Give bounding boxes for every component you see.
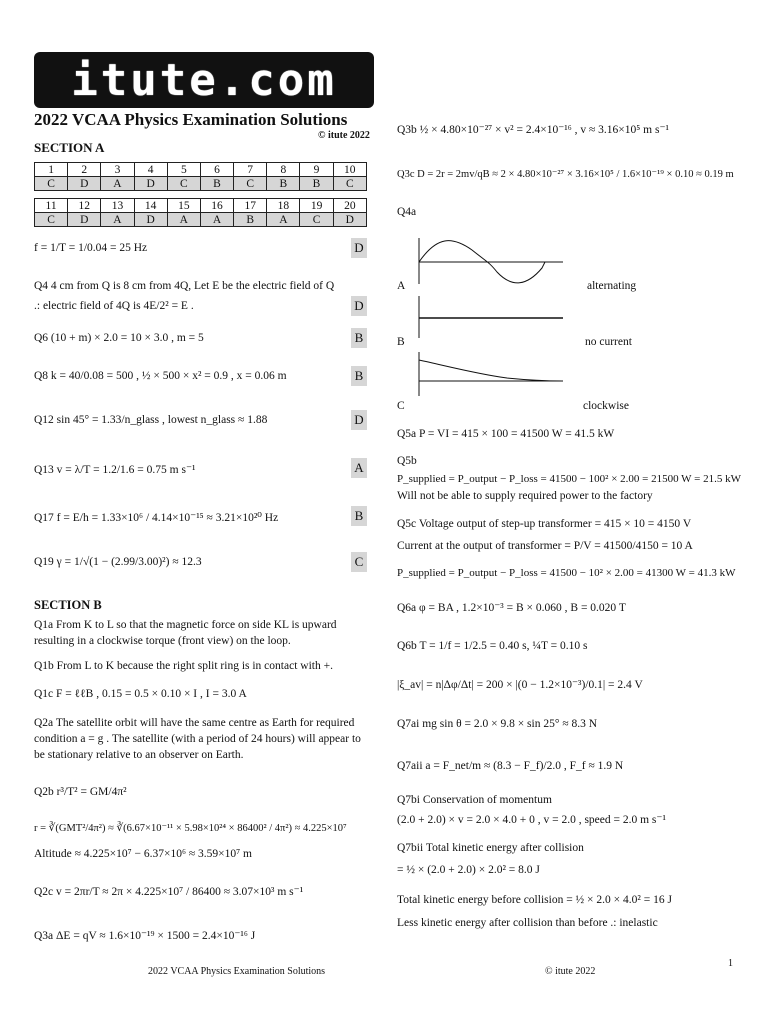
question-number: 14	[134, 199, 167, 213]
q4-answer: D	[351, 296, 367, 316]
q6-solution: Q6 (10 + m) × 2.0 = 10 × 3.0 , m = 5	[34, 332, 204, 344]
q6b-solution: Q6b T = 1/f = 1/2.5 = 0.40 s, ¼T = 0.10 s	[397, 640, 588, 652]
q1c-solution: Q1c F = ℓℓB , 0.15 = 0.5 × 0.10 × I , I = 3.0 A	[34, 688, 247, 700]
q12-answer: D	[351, 410, 367, 430]
q6b-emf: |ξ_av| = n|Δφ/Δt| = 200 × |(0 − 1.2×10⁻³)/0.1| = 2.4 V	[397, 679, 643, 691]
q3a-solution: Q3a ΔE = qV ≈ 1.6×10⁻¹⁹ × 1500 = 2.4×10⁻¹⁶ J	[34, 930, 256, 942]
q2b-solution-line3: Altitude ≈ 4.225×10⁷ − 6.37×10⁶ ≈ 3.59×10⁷ m	[34, 848, 252, 860]
answer-letter: A	[200, 213, 233, 227]
q5c-solution-line3: P_supplied = P_output − P_loss = 41500 − 10² × 2.00 = 41300 W = 41.3 kW	[397, 567, 736, 579]
q7ai-solution: Q7ai mg sin θ = 2.0 × 9.8 × sin 25° ≈ 8.3 N	[397, 718, 598, 730]
q2a-solution: Q2a The satellite orbit will have the same centre as Earth for required condition a = g . The satellite (with a period of 24 hours) will appear to be stationary relative to an observer on Earth.	[34, 717, 361, 761]
answer-letter: D	[134, 213, 167, 227]
q2-answer: D	[351, 238, 367, 258]
question-number: 16	[200, 199, 233, 213]
question-number: 1	[35, 163, 68, 177]
q17-answer: B	[351, 506, 367, 526]
answer-letter: B	[267, 177, 300, 191]
question-number: 6	[200, 163, 233, 177]
answer-table-2	[34, 198, 367, 227]
question-number: 19	[300, 199, 333, 213]
question-number: 2	[68, 163, 101, 177]
answer-letter: C	[35, 177, 68, 191]
question-number: 20	[333, 199, 366, 213]
question-number: 12	[68, 199, 101, 213]
page-number: 1	[728, 958, 733, 969]
footer-right: © itute 2022	[545, 966, 596, 977]
q2b-solution-line2: r = ∛(GMT²/4π²) ≈ ∛(6.67×10⁻¹¹ × 5.98×10²⁴ × 86400² / 4π²) ≈ 4.225×10⁷	[34, 823, 347, 834]
logo-text: itute.com	[71, 54, 337, 106]
q2c-solution: Q2c v = 2πr/T ≈ 2π × 4.225×10⁷ / 86400 ≈ 3.07×10³ m s⁻¹	[34, 886, 304, 898]
q6a-solution: Q6a φ = BA , 1.2×10⁻³ = B × 0.060 , B = 0.020 T	[397, 602, 626, 614]
q7bii-ke-before: Total kinetic energy before collision = ½ × 2.0 × 4.0² = 16 J	[397, 894, 672, 906]
q5c-solution-line1: Q5c Voltage output of step-up transformer = 415 × 10 = 4150 V	[397, 518, 692, 530]
footer-left: 2022 VCAA Physics Examination Solutions	[148, 966, 326, 977]
header-copyright: © itute 2022	[318, 130, 370, 141]
q8-solution: Q8 k = 40/0.08 = 500 , ½ × 500 × x² = 0.9 , x = 0.06 m	[34, 370, 287, 382]
answer-table-1	[34, 162, 367, 191]
q5a-solution: Q5a P = VI = 415 × 100 = 41500 W = 41.5 kW	[397, 428, 615, 440]
q1a-solution: Q1a From K to L so that the magnetic force on side KL is upward resulting in a clockwise torque (front view) on the loop.	[34, 619, 337, 647]
question-number: 5	[167, 163, 200, 177]
q7bii-ke-after: = ½ × (2.0 + 2.0) × 2.0² = 8.0 J	[397, 864, 540, 876]
q7bii-heading: Q7bii Total kinetic energy after collision	[397, 842, 584, 854]
answer-letter: C	[35, 213, 68, 227]
graph-b-no-current	[417, 294, 565, 340]
q5b-heading: Q5b	[397, 455, 417, 467]
q19-answer: C	[351, 552, 367, 572]
answer-letter: D	[68, 177, 101, 191]
q19-solution: Q19 γ = 1/√(1 − (2.99/3.00)²) ≈ 12.3	[34, 556, 202, 568]
q2b-solution-line1: Q2b r³/T² = GM/4π²	[34, 786, 127, 798]
q13-solution: Q13 v = λ/T = 1.2/1.6 = 0.75 m s⁻¹	[34, 464, 196, 476]
q4-solution-line1: Q4 4 cm from Q is 8 cm from 4Q, Let E be the electric field of Q	[34, 280, 335, 292]
question-number: 8	[267, 163, 300, 177]
q5b-solution: P_supplied = P_output − P_loss = 41500 − 100² × 2.00 = 21500 W = 21.5 kW	[397, 473, 741, 485]
question-number: 10	[333, 163, 366, 177]
section-b-heading: SECTION B	[34, 598, 102, 612]
q4-solution-line2: .: electric field of 4Q is 4E/2² = E .	[34, 300, 194, 312]
q13-answer: A	[351, 458, 367, 478]
q2-solution: f = 1/T = 1/0.04 = 25 Hz	[34, 242, 148, 254]
graph-b-description: no current	[585, 336, 632, 348]
graph-a-label: A	[397, 280, 406, 292]
answer-letter: A	[267, 213, 300, 227]
graph-c-description: clockwise	[583, 400, 629, 412]
q8-answer: B	[351, 366, 367, 386]
answer-letter: B	[300, 177, 333, 191]
graph-a-description: alternating	[587, 280, 637, 292]
question-number: 3	[101, 163, 134, 177]
answer-letter: C	[167, 177, 200, 191]
q3c-solution: Q3c D = 2r = 2mv/qB ≈ 2 × 4.80×10⁻²⁷ × 3.16×10⁵ / 1.6×10⁻¹⁹ × 0.10 ≈ 0.19 m	[397, 169, 734, 180]
answer-letter: A	[101, 213, 134, 227]
graph-c-label: C	[397, 400, 405, 412]
q5c-solution-line2: Current at the output of transformer = P/V = 41500/4150 = 10 A	[397, 540, 693, 552]
q7aii-solution: Q7aii a = F_net/m ≈ (8.3 − F_f)/2.0 , F_f ≈ 1.9 N	[397, 760, 624, 772]
q1b-solution: Q1b From L to K because the right split ring is in contact with +.	[34, 660, 333, 672]
answer-letter: C	[234, 177, 267, 191]
answer-row-numbers	[35, 163, 367, 177]
q7bii-conclusion: Less kinetic energy after collision than before .: inelastic	[397, 917, 658, 929]
question-number: 18	[267, 199, 300, 213]
question-number: 15	[167, 199, 200, 213]
question-number: 4	[134, 163, 167, 177]
q4a-heading: Q4a	[397, 206, 417, 218]
answer-letter: B	[234, 213, 267, 227]
q5b-conclusion: Will not be able to supply required power to the factory	[397, 490, 653, 502]
q7bi-solution: (2.0 + 2.0) × v = 2.0 × 4.0 + 0 , v = 2.0 , speed = 2.0 m s⁻¹	[397, 814, 666, 826]
q3b-solution: Q3b ½ × 4.80×10⁻²⁷ × v² = 2.4×10⁻¹⁶ , v ≈ 3.16×10⁵ m s⁻¹	[397, 124, 669, 136]
answer-letter: D	[68, 213, 101, 227]
answer-letter: A	[101, 177, 134, 191]
answer-row-numbers	[35, 199, 367, 213]
answer-letter: D	[134, 177, 167, 191]
question-number: 9	[300, 163, 333, 177]
itute-logo	[34, 52, 374, 108]
q7bi-heading: Q7bi Conservation of momentum	[397, 794, 552, 806]
graph-c-clockwise	[417, 350, 565, 398]
question-number: 17	[234, 199, 267, 213]
question-number: 7	[234, 163, 267, 177]
answer-letter: D	[333, 213, 366, 227]
answer-letter: C	[300, 213, 333, 227]
graph-a-alternating	[417, 236, 565, 286]
answer-row-letters	[35, 177, 367, 191]
question-number: 11	[35, 199, 68, 213]
q12-solution: Q12 sin 45° = 1.33/n_glass , lowest n_glass ≈ 1.88	[34, 414, 268, 426]
q17-solution: Q17 f = E/h = 1.33×10⁶ / 4.14×10⁻¹⁵ ≈ 3.21×10²⁰ Hz	[34, 512, 279, 524]
section-a-heading: SECTION A	[34, 140, 105, 155]
answer-row-letters	[35, 213, 367, 227]
answer-letter: C	[333, 177, 366, 191]
answer-letter: B	[200, 177, 233, 191]
graph-b-label: B	[397, 336, 405, 348]
question-number: 13	[101, 199, 134, 213]
answer-letter: A	[167, 213, 200, 227]
document-title: 2022 VCAA Physics Examination Solutions	[34, 110, 348, 129]
q6-answer: B	[351, 328, 367, 348]
